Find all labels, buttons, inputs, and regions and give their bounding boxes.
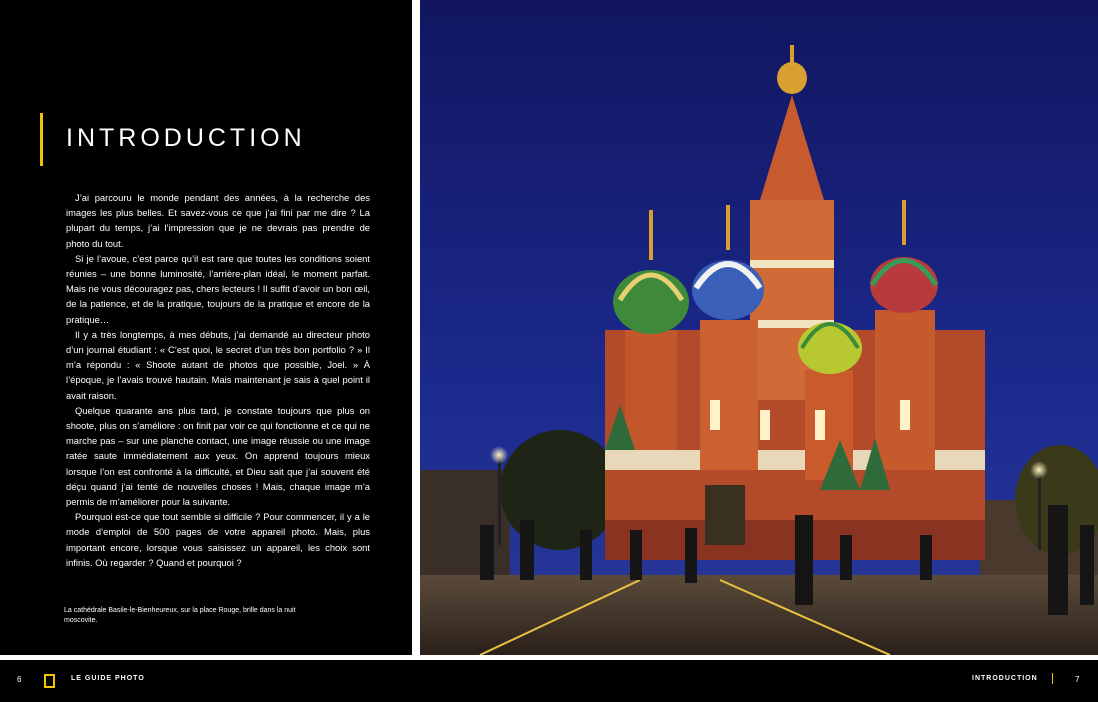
title-accent-bar [40,113,43,166]
footer-separator [1052,673,1053,684]
paragraph-2: Si je l’avoue, c’est parce qu’il est rare que toutes les conditions soient réunies – une bonne luminosité, l’arrière-plan idéal, le moment parfait. Mais ne vous découragez pas, chers lecteurs ! Il suffit d’avoir un bon œil, de la patience, et de la pratique, toujours de la pratique et encore de la pratique… [66,252,370,325]
footer-bar [0,660,1098,702]
section-title: INTRODUCTION [972,675,1038,682]
paragraph-3: Il y a très longtemps, à mes débuts, j’ai demandé au directeur photo d’un journal étudiant : « C’est quoi, le secret d’un très bon portfolio ? » Il m’a répondu : « Shoote autant de photos que possible, Joel. » À l’époque, je l’avais trouvé hautain. Mais maintenant je sais à quel point il avait raison. [66,328,370,401]
paragraph-4: Quelque quarante ans plus tard, je constate toujours que plus on shoote, plus on s’améliore : on finit par voir ce qui fonctionne et ce qui ne marche pas – sur une planche contact, une image réussie ou une image ratée saute immédiatement aux yeux. On apprend toujours mieux lorsque l’on est confronté à la difficulté, et Dieu sait que j’ai souvent été déçu quand j’ai tenté de nouvelles choses ! Mais, chaque image m’a permis de m’améliorer pour la suivante. [66,404,370,508]
body-text [66,190,370,570]
paragraph-5: Pourquoi est-ce que tout semble si difficile ? Pour commencer, il y a le mode d’emploi de 500 pages de votre appareil photo. Mais, plus important encore, lorsque vous saisissez un appareil, les choix sont infinis. Où regarder ? Quand et pourquoi ? [66,511,370,568]
paragraph-1: J’ai parcouru le monde pendant des années, à la recherche des images les plus belles. Et savez-vous ce que j’ai fini par me dire ? La plupart du temps, j’ai l’impression que je ne devrais pas prendre de photo du tout. [66,192,370,249]
left-page [0,0,412,655]
page-number-right: 7 [1075,675,1080,684]
guide-title: LE GUIDE PHOTO [71,675,145,682]
logo-icon [44,674,55,688]
page-title: INTRODUCTION [66,124,306,152]
cathedral-photo [420,0,1098,655]
page-number-left: 6 [17,675,22,684]
photo-caption: La cathédrale Basile-le-Bienheureux, sur la place Rouge, brille dans la nuit moscovite. [64,607,296,624]
